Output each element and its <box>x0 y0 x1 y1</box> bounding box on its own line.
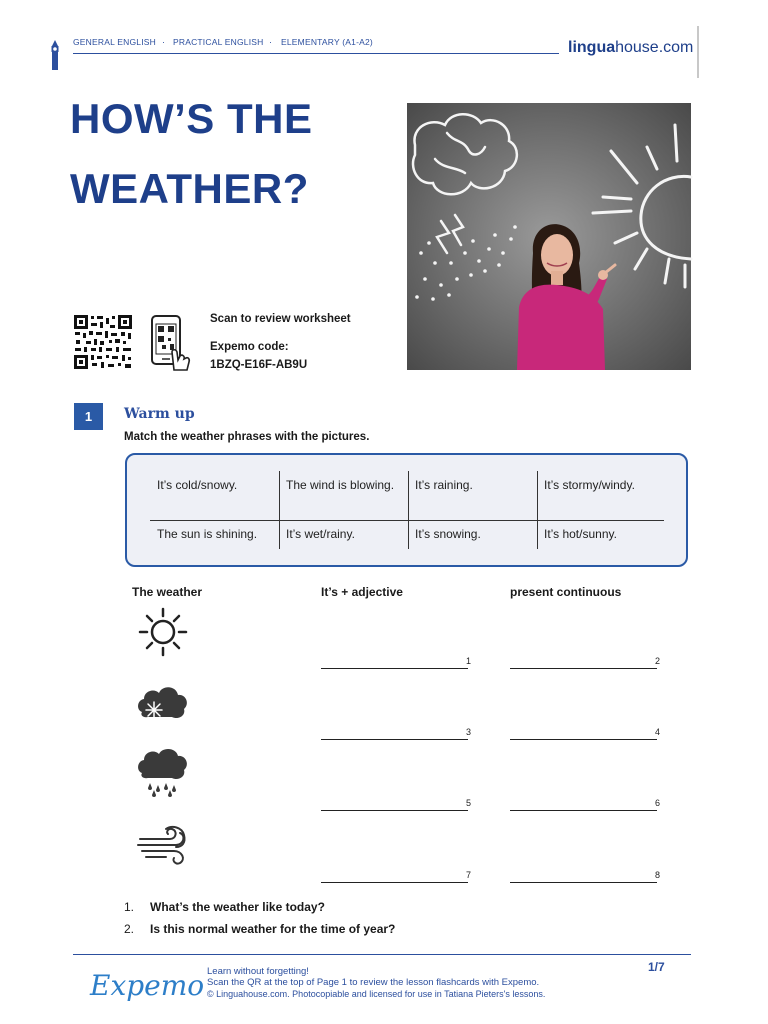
answer-number: 8 <box>655 870 661 880</box>
wind-icon <box>136 821 190 871</box>
footer-tagline: Learn without forgetting! <box>207 966 309 977</box>
page-title-line-2: WEATHER? <box>70 165 309 212</box>
breadcrumb-practical-english[interactable]: PRACTICAL ENGLISH <box>173 37 264 47</box>
section-instruction: Match the weather phrases with the pictures. <box>124 431 370 443</box>
brand-divider <box>697 26 699 78</box>
question-text: Is this normal weather for the time of year? <box>150 922 396 936</box>
linguahouse-logo[interactable] <box>568 39 693 57</box>
phrase-cell: It’s cold/snowy. <box>157 478 238 492</box>
breadcrumb-separator: · <box>269 37 272 47</box>
phrase-box <box>125 453 688 567</box>
breadcrumb-level[interactable]: ELEMENTARY (A1-A2) <box>281 37 373 47</box>
expemo-logo-text: Expemo <box>90 969 205 1002</box>
column-header-adjective: It’s + adjective <box>321 585 403 599</box>
phrase-divider <box>279 471 280 549</box>
phrase-cell: It’s raining. <box>415 478 473 492</box>
section-title: Warm up <box>124 406 195 422</box>
page-number: 1/7 <box>648 960 665 974</box>
sun-icon <box>136 607 190 657</box>
section-number: 1 <box>74 403 103 430</box>
breadcrumb-general-english[interactable]: GENERAL ENGLISH <box>73 37 156 47</box>
phrase-cell: It’s snowing. <box>415 527 481 541</box>
expemo-logo[interactable] <box>88 963 205 1009</box>
answer-line[interactable] <box>510 739 657 740</box>
question-number: 1. <box>124 900 135 914</box>
answer-line[interactable] <box>321 882 468 883</box>
answer-line[interactable] <box>510 882 657 883</box>
phrase-cell: The sun is shining. <box>157 527 258 541</box>
rain-cloud-icon <box>136 749 190 799</box>
footer-divider <box>73 954 691 955</box>
expemo-code-label: Expemo code: <box>210 341 289 353</box>
brand-rest: house.com <box>615 39 694 56</box>
column-header-weather: The weather <box>132 585 203 599</box>
answer-number: 6 <box>655 798 661 808</box>
answer-line[interactable] <box>321 668 468 669</box>
answer-line[interactable] <box>321 739 468 740</box>
column-header-continuous: present continuous <box>510 585 622 599</box>
question-number: 2. <box>124 922 135 936</box>
phrase-cell: It’s hot/sunny. <box>544 527 617 541</box>
scan-label: Scan to review worksheet <box>210 313 351 325</box>
phrase-cell: The wind is blowing. <box>286 478 395 492</box>
phrase-cell: It’s stormy/windy. <box>544 478 635 492</box>
page-title-line-1: HOW’S THE <box>70 95 313 142</box>
footer-qr-note: Scan the QR at the top of Page 1 to review the lesson flashcards with Expemo. <box>207 977 540 988</box>
phone-scan-icon <box>150 314 192 372</box>
answer-number: 7 <box>466 870 472 880</box>
qr-code[interactable] <box>73 314 133 370</box>
phrase-row-divider <box>150 520 664 521</box>
answer-number: 4 <box>655 727 661 737</box>
breadcrumb-separator: · <box>162 37 165 47</box>
question-text: What’s the weather like today? <box>150 900 325 914</box>
footer-copyright: © Linguahouse.com. Photocopiable and licensed for use in Tatiana Pieters's lessons. <box>207 989 546 999</box>
header-divider <box>73 53 559 54</box>
answer-line[interactable] <box>510 810 657 811</box>
answer-number: 2 <box>655 656 661 666</box>
answer-line[interactable] <box>510 668 657 669</box>
phrase-cell: It’s wet/rainy. <box>286 527 355 541</box>
weather-woman-photo <box>407 103 691 370</box>
expemo-code: 1BZQ-E16F-AB9U <box>210 359 308 371</box>
snow-cloud-icon <box>136 680 190 730</box>
big-ben-icon <box>49 40 61 70</box>
phrase-divider <box>537 471 538 549</box>
answer-line[interactable] <box>321 810 468 811</box>
answer-number: 1 <box>466 656 472 666</box>
phrase-divider <box>408 471 409 549</box>
answer-number: 3 <box>466 727 472 737</box>
brand-bold: lingua <box>568 39 616 56</box>
answer-number: 5 <box>466 798 472 808</box>
